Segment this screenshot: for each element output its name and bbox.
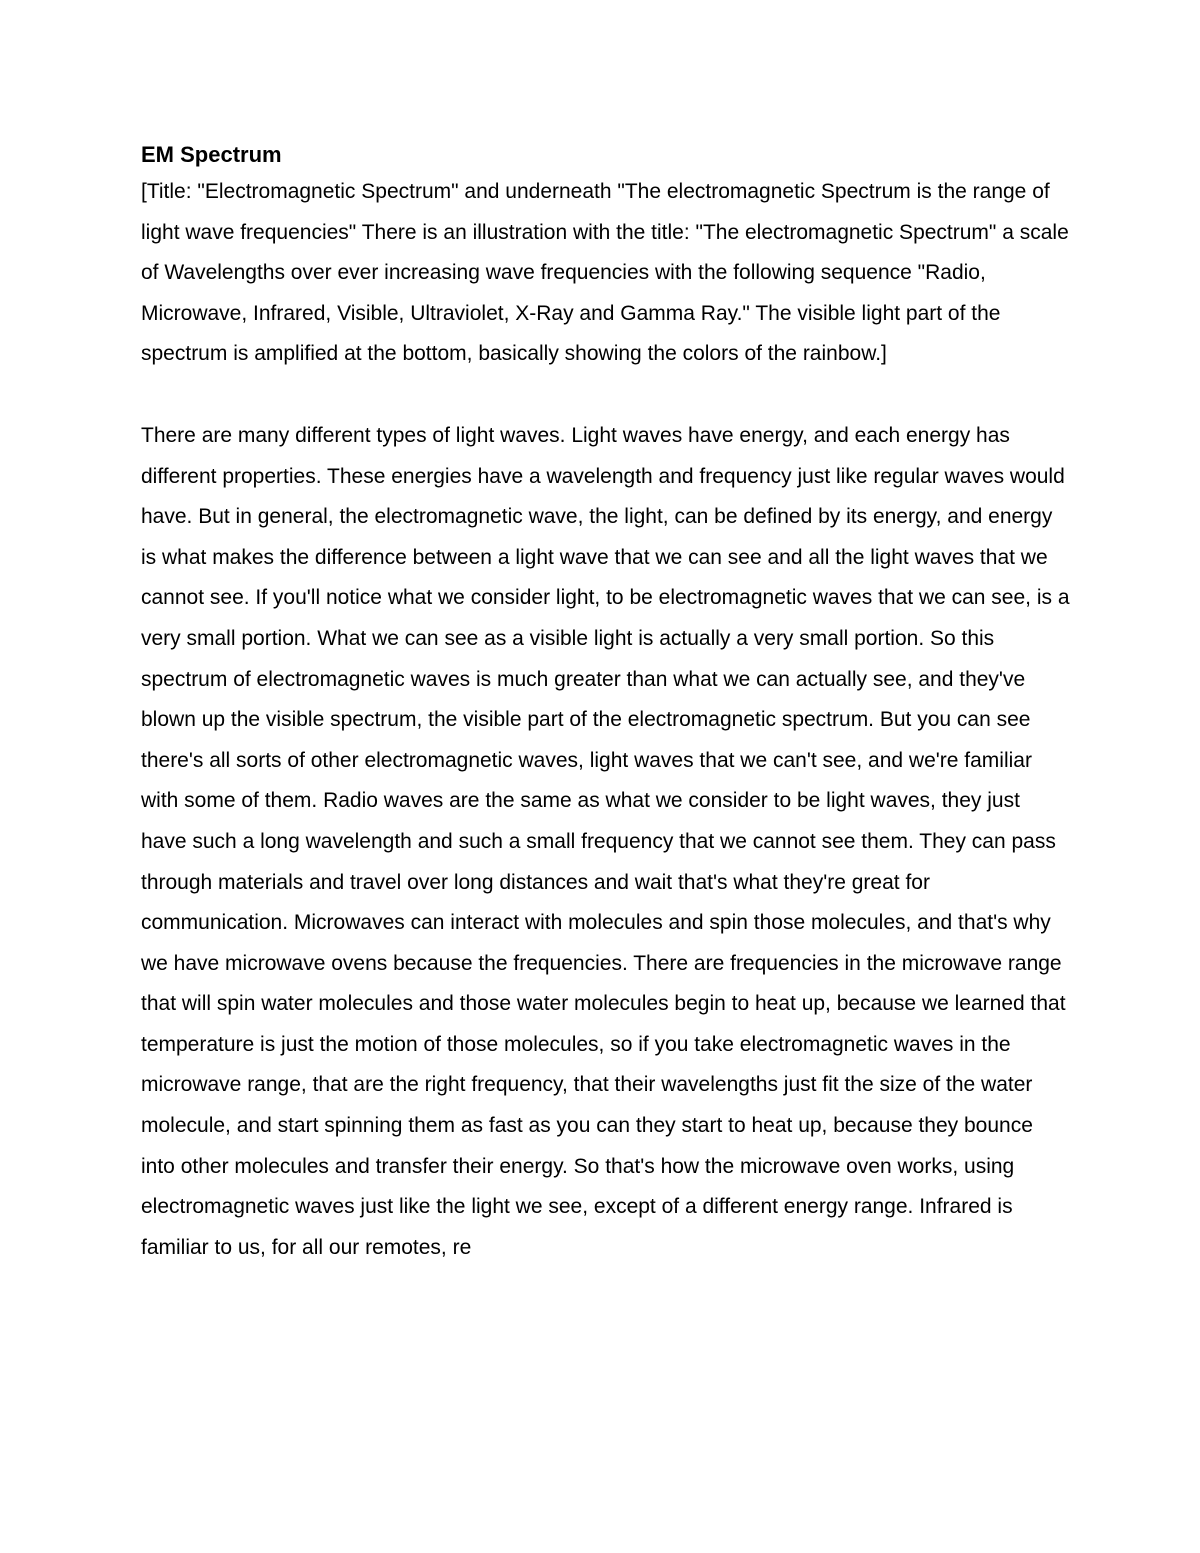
document-page	[141, 138, 1071, 1268]
body-paragraph: There are many different types of light waves. Light waves have energy, and each energy has different properties. These energies have a wavelength and frequency just like regular waves would have. But in general, the electromagnetic wave, the light, can be defined by its energy, and energy is what makes the difference between a light wave that we can see and all the light waves that we cannot see. If you'll notice what we consider light, to be electromagnetic waves that we can see, is a very small portion. What we can see as a visible light is actually a very small portion. So this spectrum of electromagnetic waves is much greater than what we can actually see, and they've blown up the visible spectrum, the visible part of the electromagnetic spectrum. But you can see there's all sorts of other electromagnetic waves, light waves that we can't see, and we're familiar with some of them. Radio waves are the same as what we consider to be light waves, they just have such a long wavelength and such a small frequency that we cannot see them. They can pass through materials and travel over long distances and wait that's what they're great for communication. Microwaves can interact with molecules and spin those molecules, and that's why we have microwave ovens because the frequencies. There are frequencies in the microwave range that will spin water molecules and those water molecules begin to heat up, because we learned that temperature is just the motion of those molecules, so if you take electromagnetic waves in the microwave range, that are the right frequency, that their wavelengths just fit the size of the water molecule, and start spinning them as fast as you can they start to heat up, because they bounce into other molecules and transfer their energy. So that's how the microwave oven works, using electromagnetic waves just like the light we see, except of a different energy range. Infrared is familiar to us, for all our remotes, re	[141, 423, 1070, 1259]
document-heading: EM Spectrum	[141, 142, 282, 167]
image-description-paragraph: [Title: "Electromagnetic Spectrum" and underneath "The electromagnetic Spectrum is the range of light wave frequencies" There is an illustration with the title: "The electromagnetic Spectrum" a scale of Wavelengths over ever increasing wave frequencies with the following sequence "Radio, Microwave, Infrared, Visible, Ultraviolet, X-Ray and Gamma Ray." The visible light part of the spectrum is amplified at the bottom, basically showing the colors of the rainbow.]	[141, 180, 1069, 366]
paragraph-spacer	[141, 375, 1071, 416]
